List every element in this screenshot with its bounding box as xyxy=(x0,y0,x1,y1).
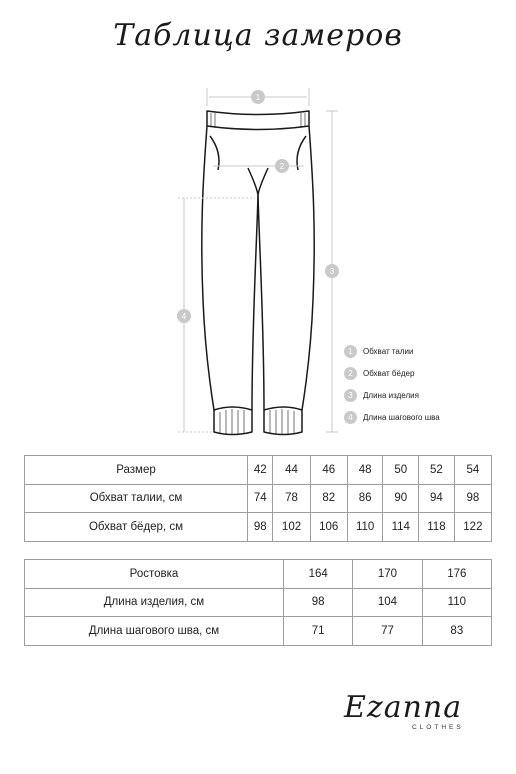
cell: 104 xyxy=(353,588,422,617)
marker-3-label: 3 xyxy=(329,267,335,276)
left-outer-seam xyxy=(202,126,214,410)
cell: 122 xyxy=(454,513,491,542)
cell: 50 xyxy=(383,456,419,485)
table-row xyxy=(25,560,492,589)
row-label: Размер xyxy=(25,456,248,485)
legend-label: Длина изделия xyxy=(363,390,419,400)
table-row xyxy=(25,484,492,513)
cell: 44 xyxy=(273,456,310,485)
waistband-ribs xyxy=(211,113,305,434)
cell: 74 xyxy=(248,484,273,513)
table-row xyxy=(25,588,492,617)
cell: 46 xyxy=(310,456,347,485)
cell: 86 xyxy=(347,484,383,513)
row-label: Ростовка xyxy=(25,560,284,589)
left-inseam xyxy=(252,196,258,410)
cell: 42 xyxy=(248,456,273,485)
cell: 94 xyxy=(419,484,455,513)
legend-item xyxy=(344,362,440,384)
legend-label: Длина шагового шва xyxy=(363,412,440,422)
left-pocket xyxy=(210,136,219,170)
table-row xyxy=(25,513,492,542)
cell: 110 xyxy=(347,513,383,542)
cell: 83 xyxy=(422,617,491,646)
brand-subtitle: CLOTHES xyxy=(412,724,464,731)
cell: 71 xyxy=(284,617,353,646)
cell: 52 xyxy=(419,456,455,485)
cell: 98 xyxy=(248,513,273,542)
legend-item xyxy=(344,340,440,362)
height-table xyxy=(24,559,492,646)
cell: 102 xyxy=(273,513,310,542)
pants-outline xyxy=(202,111,314,435)
cell: 78 xyxy=(273,484,310,513)
marker-4-label: 4 xyxy=(181,312,187,321)
cell: 90 xyxy=(383,484,419,513)
cell: 114 xyxy=(383,513,419,542)
marker-2-label: 2 xyxy=(279,162,285,171)
legend-number: 1 xyxy=(344,345,357,358)
cell: 110 xyxy=(422,588,491,617)
cell: 82 xyxy=(310,484,347,513)
size-table xyxy=(24,455,492,542)
legend-number: 4 xyxy=(344,411,357,424)
row-label: Обхват талии, см xyxy=(25,484,248,513)
table-row xyxy=(25,617,492,646)
right-inseam xyxy=(258,196,264,410)
table-row xyxy=(25,456,492,485)
cell: 98 xyxy=(284,588,353,617)
legend-number: 2 xyxy=(344,367,357,380)
cell: 176 xyxy=(422,560,491,589)
row-label: Обхват бёдер, см xyxy=(25,513,248,542)
cell: 54 xyxy=(454,456,491,485)
page-title: Таблица замеров xyxy=(113,18,403,53)
cell: 98 xyxy=(454,484,491,513)
legend-label: Обхват бёдер xyxy=(363,368,415,378)
waistband xyxy=(207,111,309,130)
cell: 164 xyxy=(284,560,353,589)
row-label: Длина шагового шва, см xyxy=(25,617,284,646)
brand-logo xyxy=(336,688,496,738)
cell: 170 xyxy=(353,560,422,589)
brand-name: Ezanna xyxy=(344,690,463,725)
legend-label: Обхват талии xyxy=(363,346,414,356)
legend xyxy=(344,340,440,428)
legend-item xyxy=(344,384,440,406)
marker-1-label: 1 xyxy=(255,93,261,102)
right-pocket xyxy=(297,136,306,170)
row-label: Длина изделия, см xyxy=(25,588,284,617)
legend-item xyxy=(344,406,440,428)
cell: 77 xyxy=(353,617,422,646)
cell: 118 xyxy=(419,513,455,542)
legend-number: 3 xyxy=(344,389,357,402)
right-outer-seam xyxy=(302,126,314,410)
cell: 106 xyxy=(310,513,347,542)
crotch xyxy=(248,168,268,196)
cell: 48 xyxy=(347,456,383,485)
